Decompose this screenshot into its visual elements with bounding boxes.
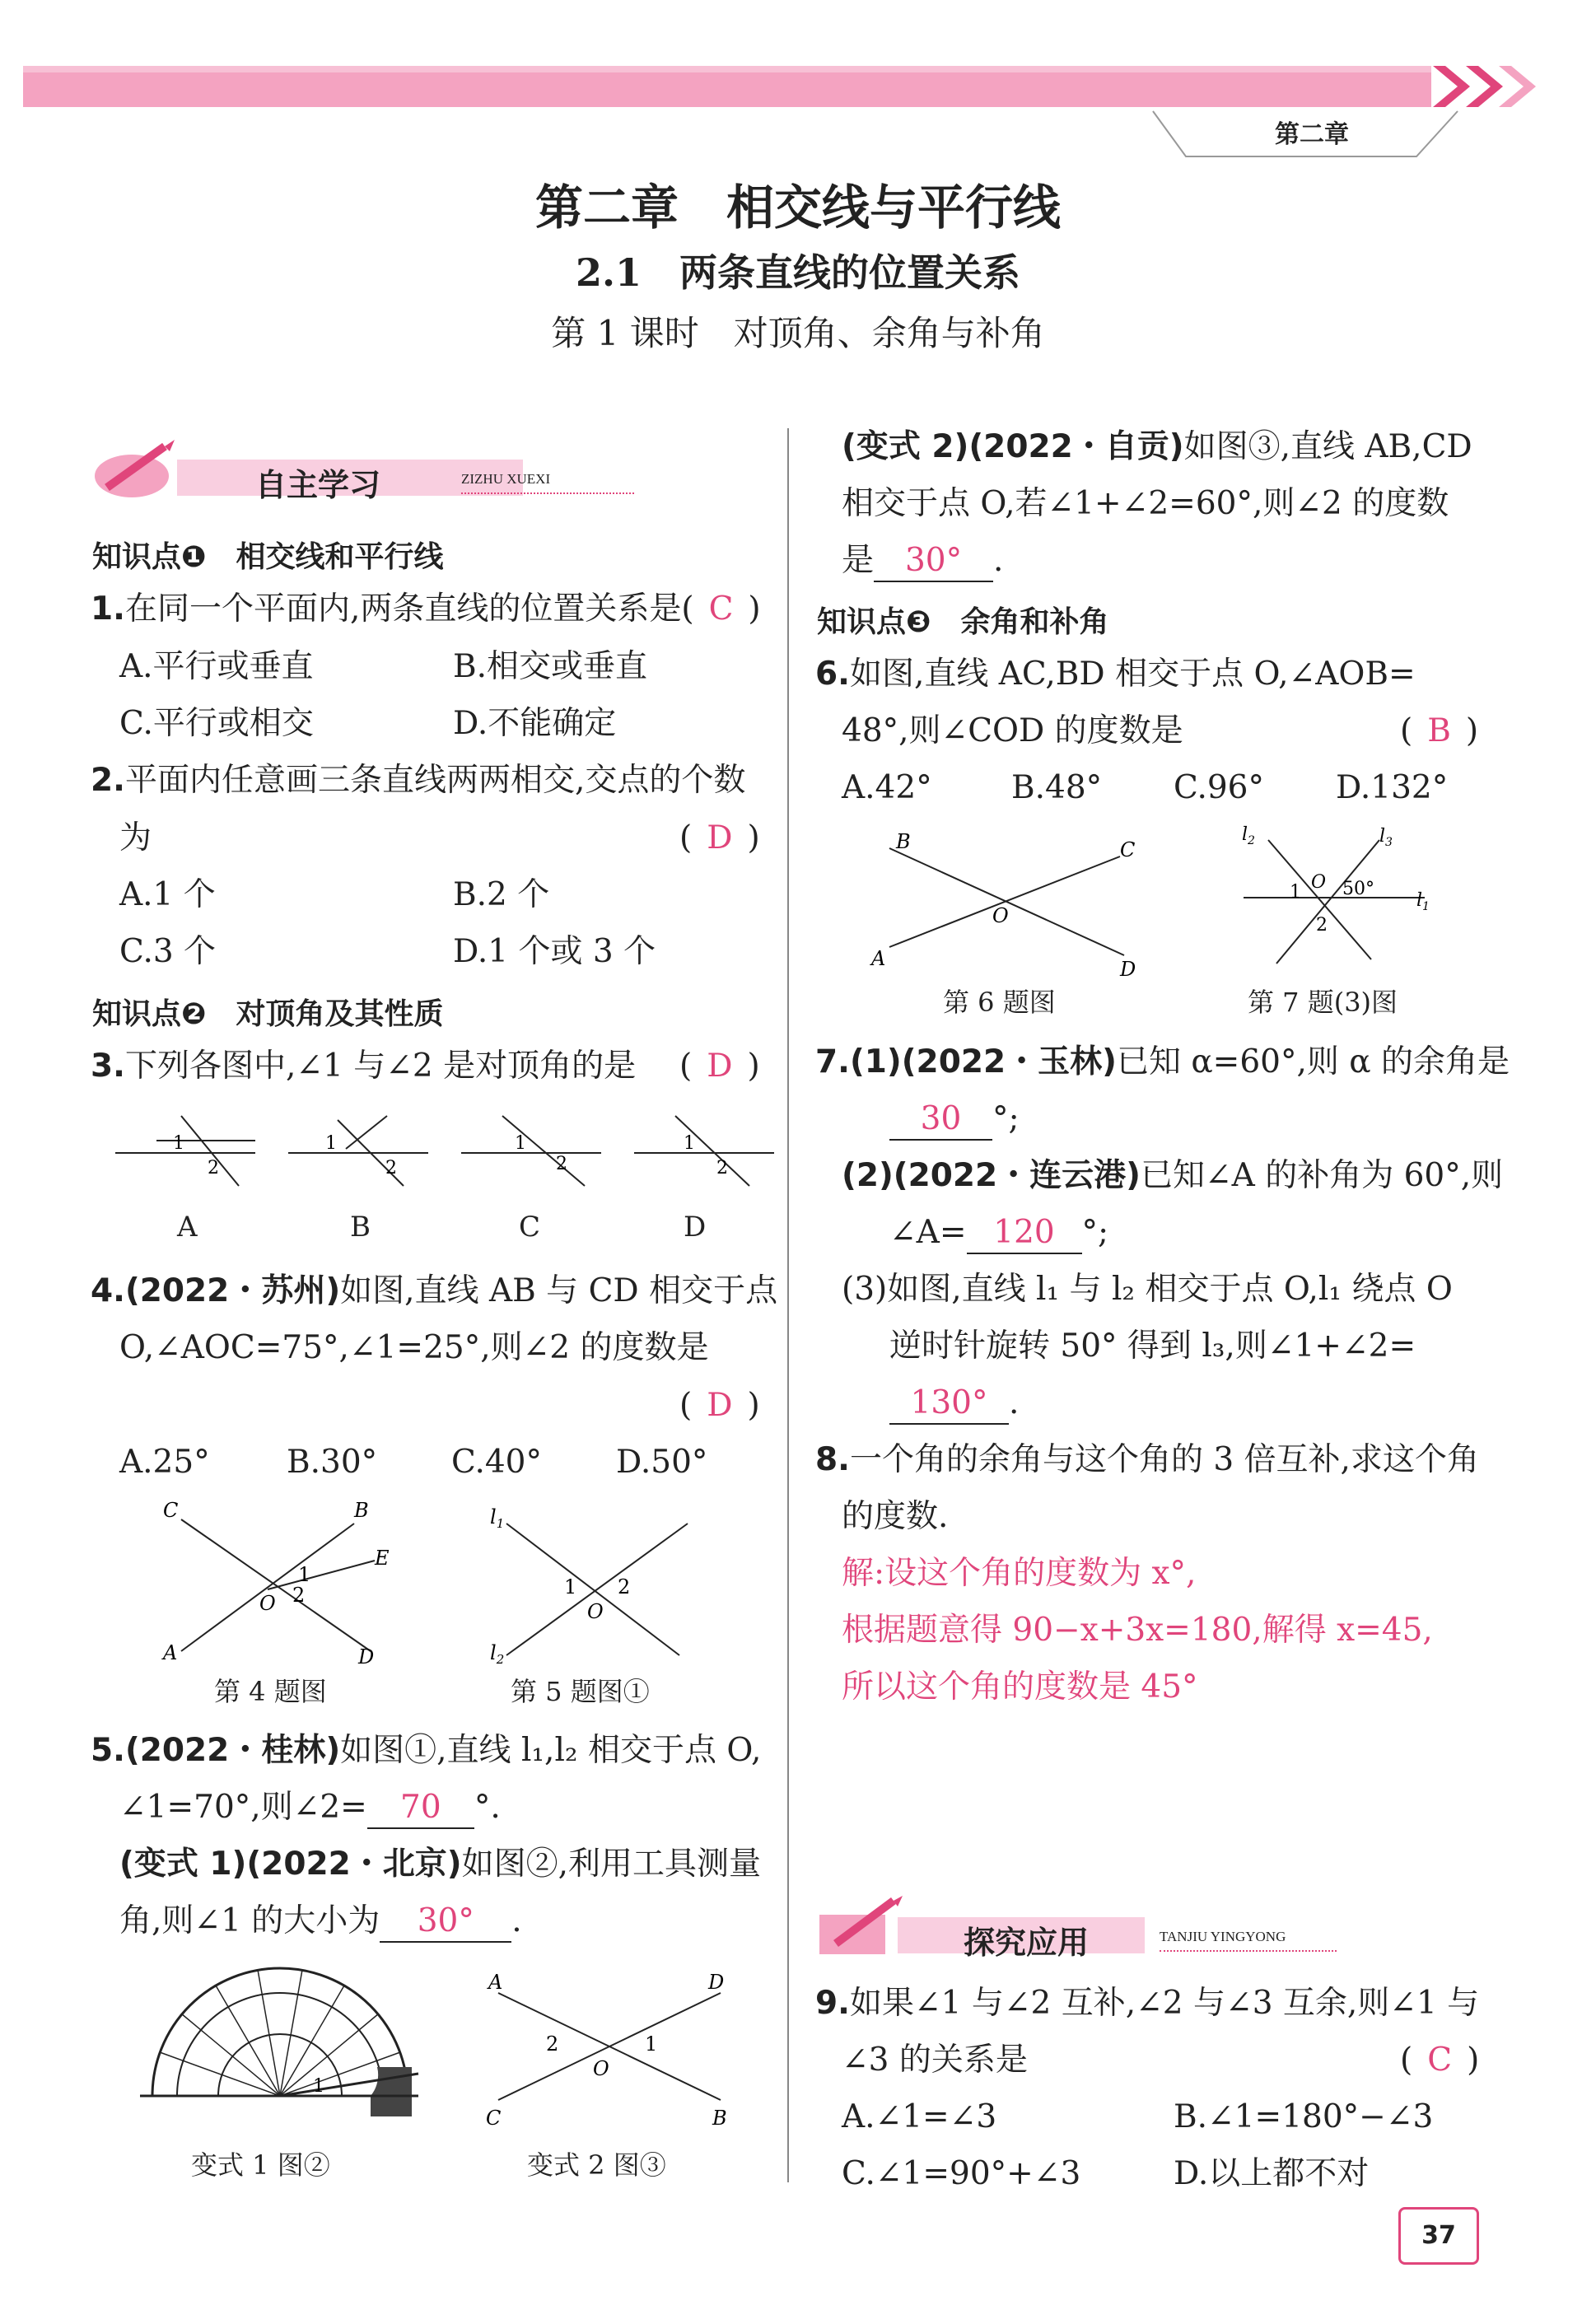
q8-solution-2: 根据题意得 90−x+3x=180,解得 x=45, bbox=[842, 1612, 1433, 1649]
svg-text:l1: $l_1$ bbox=[490, 1505, 505, 1531]
svg-text:C: C bbox=[163, 1499, 179, 1522]
svg-text:2: 2 bbox=[546, 2032, 559, 2056]
svg-text:C: C bbox=[486, 2107, 502, 2130]
q4-line2: O,∠AOC=75°,∠1=25°,则∠2 的度数是 bbox=[119, 1329, 709, 1366]
v2-line1 bbox=[842, 428, 1472, 467]
fig6-caption: 第 6 题图 bbox=[943, 987, 1056, 1018]
q6-line2: 48°,则∠COD 的度数是 bbox=[842, 712, 1183, 749]
q3-fig-label-c: C bbox=[519, 1211, 541, 1244]
q7-p3-answer: 130° bbox=[889, 1384, 1009, 1425]
svg-text:B: B bbox=[354, 1499, 369, 1522]
knowledge-point-3: 知识点❸ 余角和补角 bbox=[817, 605, 1109, 639]
q1-answer: C bbox=[708, 590, 734, 628]
svg-text:C: C bbox=[1120, 838, 1136, 861]
q3-bracket: ( D ) bbox=[679, 1048, 760, 1085]
q7-part3-line1: (3)如图,直线 l₁ 与 l₂ 相交于点 O,l₁ 绕点 O bbox=[842, 1271, 1453, 1308]
svg-text:50°: 50° bbox=[1342, 879, 1374, 899]
q7-part1-line2 bbox=[889, 1100, 1020, 1141]
q4-figure bbox=[156, 1499, 420, 1672]
svg-text:D: D bbox=[358, 1645, 375, 1668]
q9-option-a: A.∠1=∠3 bbox=[842, 2098, 997, 2135]
q5-stem2: ∠1=70°,则∠2= bbox=[119, 1789, 367, 1826]
svg-text:l2: $l_2$ bbox=[490, 1641, 505, 1667]
v1-end: . bbox=[511, 1902, 522, 1939]
q7-part2-line1 bbox=[842, 1157, 1503, 1196]
q5-line2 bbox=[119, 1789, 501, 1829]
q6-option-d: D.132° bbox=[1336, 769, 1449, 806]
q6-line1 bbox=[815, 656, 1416, 694]
v2-stem3: 是 bbox=[842, 542, 875, 579]
svg-text:1: 1 bbox=[298, 1563, 311, 1586]
q8-solution-1: 解:设这个角的度数为 x°, bbox=[842, 1555, 1197, 1592]
q6-option-a: A.42° bbox=[842, 769, 932, 806]
q8-stem: 一个角的余角与这个角的 3 倍互补,求这个角 bbox=[849, 1441, 1479, 1478]
q3-fig-label-d: D bbox=[684, 1211, 707, 1244]
q9-answer: C bbox=[1427, 2042, 1453, 2079]
q8-line2: 的度数. bbox=[842, 1498, 949, 1535]
q7-part3-line3 bbox=[889, 1384, 1019, 1425]
q7-p1-source: (1)(2022・玉林) bbox=[849, 1043, 1117, 1080]
q5-end: °. bbox=[474, 1789, 501, 1826]
q3-text bbox=[91, 1048, 636, 1086]
q7-part3-line2: 逆时针旋转 50° 得到 l₃,则∠1+∠2= bbox=[889, 1328, 1416, 1365]
fig5-caption: 第 5 题图① bbox=[511, 1676, 650, 1707]
chapter-tag: 第二章 bbox=[1275, 120, 1349, 149]
q2-option-d: D.1 个或 3 个 bbox=[453, 933, 656, 970]
q7-part1-line1 bbox=[815, 1043, 1510, 1082]
svg-text:2: 2 bbox=[1316, 915, 1328, 936]
q2-number: 2. bbox=[91, 762, 125, 799]
q3-fig-label-a: A bbox=[177, 1211, 198, 1244]
self-study-header bbox=[91, 436, 651, 502]
q1-text: 1.在同一个平面内,两条直线的位置关系是( C ) bbox=[91, 590, 761, 628]
q5-line1 bbox=[91, 1732, 761, 1771]
q2-stem: 平面内任意画三条直线两两相交,交点的个数 bbox=[124, 762, 746, 799]
fig4-caption: 第 4 题图 bbox=[214, 1676, 327, 1707]
q4-answer: D bbox=[707, 1387, 733, 1424]
q9-number: 9. bbox=[815, 1985, 850, 2022]
explore-pinyin: TANJIU YINGYONG bbox=[1160, 1929, 1286, 1944]
q1-option-b: B.相交或垂直 bbox=[453, 648, 648, 685]
dotted-arrow bbox=[1160, 1950, 1337, 1952]
svg-text:l3: $l_3$ bbox=[1379, 826, 1393, 849]
q4-number: 4. bbox=[91, 1272, 125, 1309]
v2-stem: 如图③,直线 AB,CD bbox=[1183, 428, 1472, 465]
q5-source: (2022・桂林) bbox=[124, 1732, 341, 1769]
q7-figure bbox=[1219, 815, 1466, 980]
svg-text:O: O bbox=[992, 904, 1009, 927]
svg-text:2: 2 bbox=[716, 1158, 728, 1178]
q7-p1-stem: 已知 α=60°,则 α 的余角是 bbox=[1116, 1043, 1510, 1080]
v1-source: (变式 1)(2022・北京) bbox=[119, 1846, 462, 1883]
q2-option-b: B.2 个 bbox=[453, 876, 550, 913]
q1-option-a: A.平行或垂直 bbox=[119, 648, 314, 685]
v1-line1 bbox=[119, 1846, 761, 1884]
svg-text:O: O bbox=[593, 2057, 609, 2080]
q6-answer: B bbox=[1427, 712, 1451, 749]
q7-p2-stem2: ∠A= bbox=[889, 1214, 967, 1251]
svg-text:1: 1 bbox=[1290, 882, 1301, 903]
q4-option-d: D.50° bbox=[616, 1444, 708, 1481]
svg-text:O: O bbox=[587, 1600, 604, 1623]
v1-line2 bbox=[119, 1902, 522, 1943]
q5-answer: 70 bbox=[367, 1789, 474, 1829]
q7-p1-answer: 30 bbox=[889, 1100, 992, 1141]
svg-text:O: O bbox=[1311, 872, 1327, 893]
q1-option-c: C.平行或相交 bbox=[119, 705, 314, 742]
q7-p1-end: °; bbox=[992, 1100, 1020, 1137]
q3-figures bbox=[107, 1108, 782, 1198]
q9-line2: ∠3 的关系是 bbox=[842, 2042, 1028, 2079]
v2-source: (变式 2)(2022・自贡) bbox=[842, 428, 1184, 465]
q3-fig-label-b: B bbox=[350, 1211, 371, 1244]
q5-stem: 如图①,直线 l₁,l₂ 相交于点 O, bbox=[340, 1732, 762, 1769]
q7-number: 7. bbox=[815, 1043, 850, 1080]
svg-text:l1: $l_1$ bbox=[1416, 890, 1430, 913]
q6-option-b: B.48° bbox=[1011, 769, 1103, 806]
q5-number: 5. bbox=[91, 1732, 125, 1769]
q2-line1 bbox=[91, 762, 745, 800]
svg-text:D: D bbox=[1120, 958, 1136, 980]
v1-stem: 如图②,利用工具测量 bbox=[461, 1846, 761, 1883]
pencil-icon bbox=[815, 1894, 906, 1960]
q2-bracket: ( D ) bbox=[679, 819, 760, 856]
q6-stem: 如图,直线 AC,BD 相交于点 O,∠AOB= bbox=[849, 656, 1416, 693]
q8-number: 8. bbox=[815, 1441, 850, 1478]
svg-text:B: B bbox=[712, 2107, 727, 2130]
svg-text:A: A bbox=[163, 1641, 178, 1664]
q9-option-d: D.以上都不对 bbox=[1174, 2155, 1370, 2192]
q7-p3-end: . bbox=[1009, 1384, 1020, 1421]
q2-option-a: A.1 个 bbox=[119, 876, 216, 913]
q4-source: (2022・苏州) bbox=[124, 1272, 341, 1309]
svg-text:2: 2 bbox=[618, 1575, 631, 1598]
q1-stem: 在同一个平面内,两条直线的位置关系是( bbox=[124, 590, 694, 628]
q2-answer: D bbox=[707, 819, 733, 856]
svg-text:1: 1 bbox=[564, 1575, 577, 1598]
q4-bracket: ( D ) bbox=[679, 1387, 760, 1424]
svg-text:2: 2 bbox=[208, 1158, 219, 1178]
q9-option-b: B.∠1=180°−∠3 bbox=[1174, 2098, 1434, 2135]
chapter-title: 第二章 相交线与平行线 bbox=[534, 180, 1061, 236]
svg-text:l2: $l_2$ bbox=[1242, 824, 1255, 847]
q7-part2-line2 bbox=[889, 1214, 1108, 1254]
q2-line2: 为 bbox=[119, 819, 152, 856]
v2-answer: 30° bbox=[874, 542, 993, 582]
q4-option-c: C.40° bbox=[451, 1444, 542, 1481]
q9-bracket: ( C ) bbox=[1400, 2042, 1480, 2079]
q4-stem: 如图,直线 AB 与 CD 相交于点 bbox=[340, 1272, 778, 1309]
fig-v2-caption: 变式 2 图③ bbox=[527, 2149, 666, 2181]
column-divider bbox=[787, 428, 789, 2182]
q4-option-b: B.30° bbox=[287, 1444, 378, 1481]
q9-stem: 如果∠1 与∠2 互补,∠2 与∠3 互余,则∠1 与 bbox=[849, 1985, 1480, 2022]
header-banner bbox=[0, 49, 1596, 181]
svg-text:2: 2 bbox=[292, 1584, 306, 1607]
svg-text:1: 1 bbox=[684, 1133, 695, 1154]
self-study-label: 自主学习 bbox=[255, 467, 381, 503]
v2-line3 bbox=[842, 542, 1003, 582]
svg-text:2: 2 bbox=[556, 1154, 567, 1174]
dotted-arrow bbox=[461, 492, 634, 494]
svg-text:1: 1 bbox=[645, 2032, 658, 2056]
q6-figure bbox=[856, 824, 1153, 980]
v2-line2: 相交于点 O,若∠1+∠2=60°,则∠2 的度数 bbox=[842, 485, 1449, 522]
svg-text:D: D bbox=[708, 1971, 725, 1994]
q8-line1 bbox=[815, 1441, 1479, 1480]
lesson-title: 第 1 课时 对顶角、余角与补角 bbox=[551, 313, 1045, 353]
fig7-caption: 第 7 题(3)图 bbox=[1248, 987, 1398, 1018]
v2-end: . bbox=[993, 542, 1004, 579]
page-number: 37 bbox=[1398, 2207, 1479, 2265]
q6-bracket: ( B ) bbox=[1400, 712, 1479, 749]
pencil-icon bbox=[91, 436, 181, 502]
svg-text:A: A bbox=[488, 1971, 503, 1994]
svg-text:O: O bbox=[259, 1592, 276, 1615]
svg-text:1: 1 bbox=[313, 2076, 324, 2097]
explore-label: 探究应用 bbox=[964, 1925, 1090, 1961]
q6-option-c: C.96° bbox=[1174, 769, 1264, 806]
q3-stem: 下列各图中,∠1 与∠2 是对顶角的是 bbox=[124, 1048, 637, 1085]
svg-text:1: 1 bbox=[515, 1133, 526, 1154]
q8-solution-3: 所以这个角的度数是 45° bbox=[842, 1668, 1198, 1706]
v1-answer: 30° bbox=[380, 1902, 511, 1943]
q3-number: 3. bbox=[91, 1048, 125, 1085]
svg-text:A: A bbox=[871, 947, 886, 970]
q9-line1 bbox=[815, 1985, 1479, 2023]
q1-number: 1. bbox=[91, 590, 125, 628]
svg-text:2: 2 bbox=[385, 1158, 397, 1178]
q4-option-a: A.25° bbox=[119, 1444, 210, 1481]
q5-figure bbox=[478, 1499, 708, 1672]
q1-option-d: D.不能确定 bbox=[453, 705, 617, 742]
svg-text:E: E bbox=[375, 1547, 390, 1570]
q2-option-c: C.3 个 bbox=[119, 933, 217, 970]
q7-p2-end: °; bbox=[1081, 1214, 1109, 1251]
knowledge-point-1: 知识点❶ 相交线和平行线 bbox=[92, 540, 444, 574]
explore-header bbox=[815, 1894, 1375, 1960]
svg-text:1: 1 bbox=[325, 1133, 337, 1154]
section-title: 2.1 两条直线的位置关系 bbox=[575, 250, 1021, 295]
q4-line1 bbox=[91, 1272, 777, 1311]
q9-option-c: C.∠1=90°+∠3 bbox=[842, 2155, 1081, 2192]
protractor-figure bbox=[140, 1960, 420, 2133]
fig-v1-caption: 变式 1 图② bbox=[191, 2149, 330, 2181]
q7-p2-source: (2)(2022・连云港) bbox=[842, 1157, 1141, 1194]
q7-p2-stem: 已知∠A 的补角为 60°,则 bbox=[1140, 1157, 1504, 1194]
v2-figure bbox=[474, 1960, 745, 2133]
q3-answer: D bbox=[707, 1048, 733, 1085]
svg-text:B: B bbox=[896, 830, 911, 853]
knowledge-point-2: 知识点❷ 对顶角及其性质 bbox=[92, 997, 444, 1031]
v1-stem2: 角,则∠1 的大小为 bbox=[119, 1902, 380, 1939]
q7-p2-answer: 120 bbox=[967, 1214, 1082, 1254]
svg-text:1: 1 bbox=[173, 1133, 184, 1154]
self-study-pinyin: ZIZHU XUEXI bbox=[461, 471, 551, 487]
q6-number: 6. bbox=[815, 656, 850, 693]
